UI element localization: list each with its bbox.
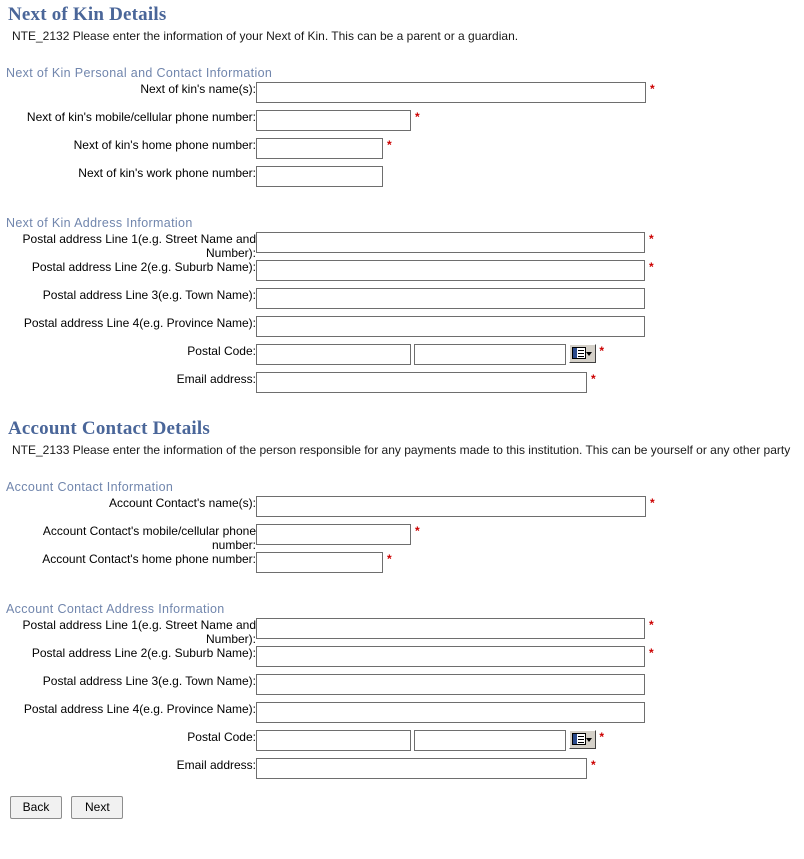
group-gap <box>0 44 804 66</box>
field-control <box>256 552 804 580</box>
field-label: Next of kin's mobile/cellular phone number: <box>26 110 256 124</box>
form-button-bar <box>0 786 804 819</box>
field-control <box>256 702 804 730</box>
text-input[interactable] <box>256 166 383 187</box>
form-table <box>0 232 804 400</box>
page-title: Account Contact Details <box>8 418 210 439</box>
required-marker: * <box>649 646 654 660</box>
form-row <box>0 166 804 194</box>
field-control <box>256 372 804 400</box>
form-table <box>0 82 804 194</box>
form-row <box>0 646 804 674</box>
text-input[interactable] <box>256 552 383 573</box>
text-input[interactable] <box>256 646 645 667</box>
form-table <box>0 496 804 580</box>
field-control <box>256 618 804 646</box>
form-table <box>0 618 804 786</box>
group-title: Next of Kin Address Information <box>6 216 193 230</box>
form-row <box>0 524 804 552</box>
field-control <box>256 758 804 786</box>
required-marker: * <box>599 730 605 744</box>
form-row <box>0 138 804 166</box>
form-row <box>0 372 804 400</box>
field-control <box>256 260 804 288</box>
field-control <box>256 344 804 372</box>
required-marker: * <box>650 82 655 96</box>
field-label: Postal Code: <box>187 730 256 744</box>
field-label: Postal Code: <box>187 344 256 358</box>
back-button[interactable]: Back <box>10 796 62 819</box>
field-control <box>256 166 804 194</box>
text-input[interactable] <box>256 372 587 393</box>
text-input[interactable] <box>256 138 383 159</box>
required-marker: * <box>649 260 654 274</box>
postal-code-input-2[interactable] <box>414 344 566 365</box>
field-control <box>256 110 804 138</box>
section-gap <box>0 400 804 414</box>
field-control <box>256 524 804 552</box>
chevron-down-icon <box>586 738 592 742</box>
postal-code-input-2[interactable] <box>414 730 566 751</box>
text-input[interactable] <box>256 674 645 695</box>
required-marker: * <box>415 524 420 538</box>
form-row <box>0 316 804 344</box>
text-input[interactable] <box>256 288 645 309</box>
required-marker: * <box>415 110 420 124</box>
postal-code-input-1[interactable] <box>256 730 411 751</box>
field-label: Next of kin's name(s): <box>140 82 256 96</box>
required-marker: * <box>591 372 596 386</box>
text-input[interactable] <box>256 524 411 545</box>
text-input[interactable] <box>256 316 645 337</box>
group-gap <box>0 194 804 216</box>
field-label: Postal address Line 2(e.g. Suburb Name): <box>31 646 256 660</box>
required-marker: * <box>387 138 392 152</box>
required-marker: * <box>387 552 392 566</box>
list-glyph <box>572 733 586 745</box>
group-gap <box>0 580 804 602</box>
field-control <box>256 82 804 110</box>
form-row <box>0 552 804 580</box>
field-label: Postal address Line 4(e.g. Province Name): <box>23 316 256 330</box>
list-glyph <box>572 347 586 359</box>
field-label: Email address: <box>176 372 256 386</box>
form-row <box>0 260 804 288</box>
postal-code-input-1[interactable] <box>256 344 411 365</box>
group-title: Next of Kin Personal and Contact Information <box>6 66 273 80</box>
group-title: Account Contact Information <box>6 480 174 494</box>
form-row <box>0 82 804 110</box>
form-row <box>0 496 804 524</box>
page-description: NTE_2132 Please enter the information of your Next of Kin. This can be a parent or a guardian. <box>12 29 519 43</box>
field-label: Account Contact's name(s): <box>108 496 256 510</box>
field-control <box>256 496 804 524</box>
text-input[interactable] <box>256 758 587 779</box>
field-control <box>256 138 804 166</box>
field-label: Postal address Line 3(e.g. Town Name): <box>42 674 256 688</box>
field-label: Postal address Line 4(e.g. Province Name): <box>23 702 256 716</box>
field-label: Postal address Line 2(e.g. Suburb Name): <box>31 260 256 274</box>
required-marker: * <box>649 232 654 246</box>
group-gap <box>0 458 804 480</box>
next-button[interactable]: Next <box>71 796 123 819</box>
field-control <box>256 674 804 702</box>
field-control <box>256 232 804 260</box>
form-row <box>0 110 804 138</box>
field-label: Account Contact's mobile/cellular phone number: <box>42 524 256 552</box>
text-input[interactable] <box>256 110 411 131</box>
required-marker: * <box>599 344 605 358</box>
form-row <box>0 730 804 758</box>
field-label: Email address: <box>176 758 256 772</box>
field-label: Postal address Line 3(e.g. Town Name): <box>42 288 256 302</box>
text-input[interactable] <box>256 496 646 517</box>
text-input[interactable] <box>256 702 645 723</box>
chevron-down-icon <box>586 352 592 356</box>
required-marker: * <box>591 758 596 772</box>
required-marker: * <box>649 618 654 632</box>
group-title: Account Contact Address Information <box>6 602 225 616</box>
list-lookup-icon[interactable] <box>569 344 596 363</box>
form-row <box>0 702 804 730</box>
field-control <box>256 316 804 344</box>
field-label: Account Contact's home phone number: <box>42 552 256 566</box>
page-description: NTE_2133 Please enter the information of the person responsible for any payments made to this institution. This can be yourself or any other party <box>12 443 791 457</box>
field-control <box>256 288 804 316</box>
form-row <box>0 674 804 702</box>
form-row <box>0 618 804 646</box>
form-row <box>0 758 804 786</box>
text-input[interactable] <box>256 82 646 103</box>
field-label: Postal address Line 1(e.g. Street Name and Number): <box>22 618 256 646</box>
form-row <box>0 232 804 260</box>
form-row <box>0 288 804 316</box>
page-title: Next of Kin Details <box>8 4 167 25</box>
form-row <box>0 344 804 372</box>
field-control <box>256 646 804 674</box>
text-input[interactable] <box>256 232 645 253</box>
required-marker: * <box>650 496 655 510</box>
field-control <box>256 730 804 758</box>
list-lookup-icon[interactable] <box>569 730 596 749</box>
field-label: Next of kin's home phone number: <box>73 138 256 152</box>
text-input[interactable] <box>256 618 645 639</box>
field-label: Postal address Line 1(e.g. Street Name and Number): <box>22 232 256 260</box>
field-label: Next of kin's work phone number: <box>78 166 256 180</box>
text-input[interactable] <box>256 260 645 281</box>
